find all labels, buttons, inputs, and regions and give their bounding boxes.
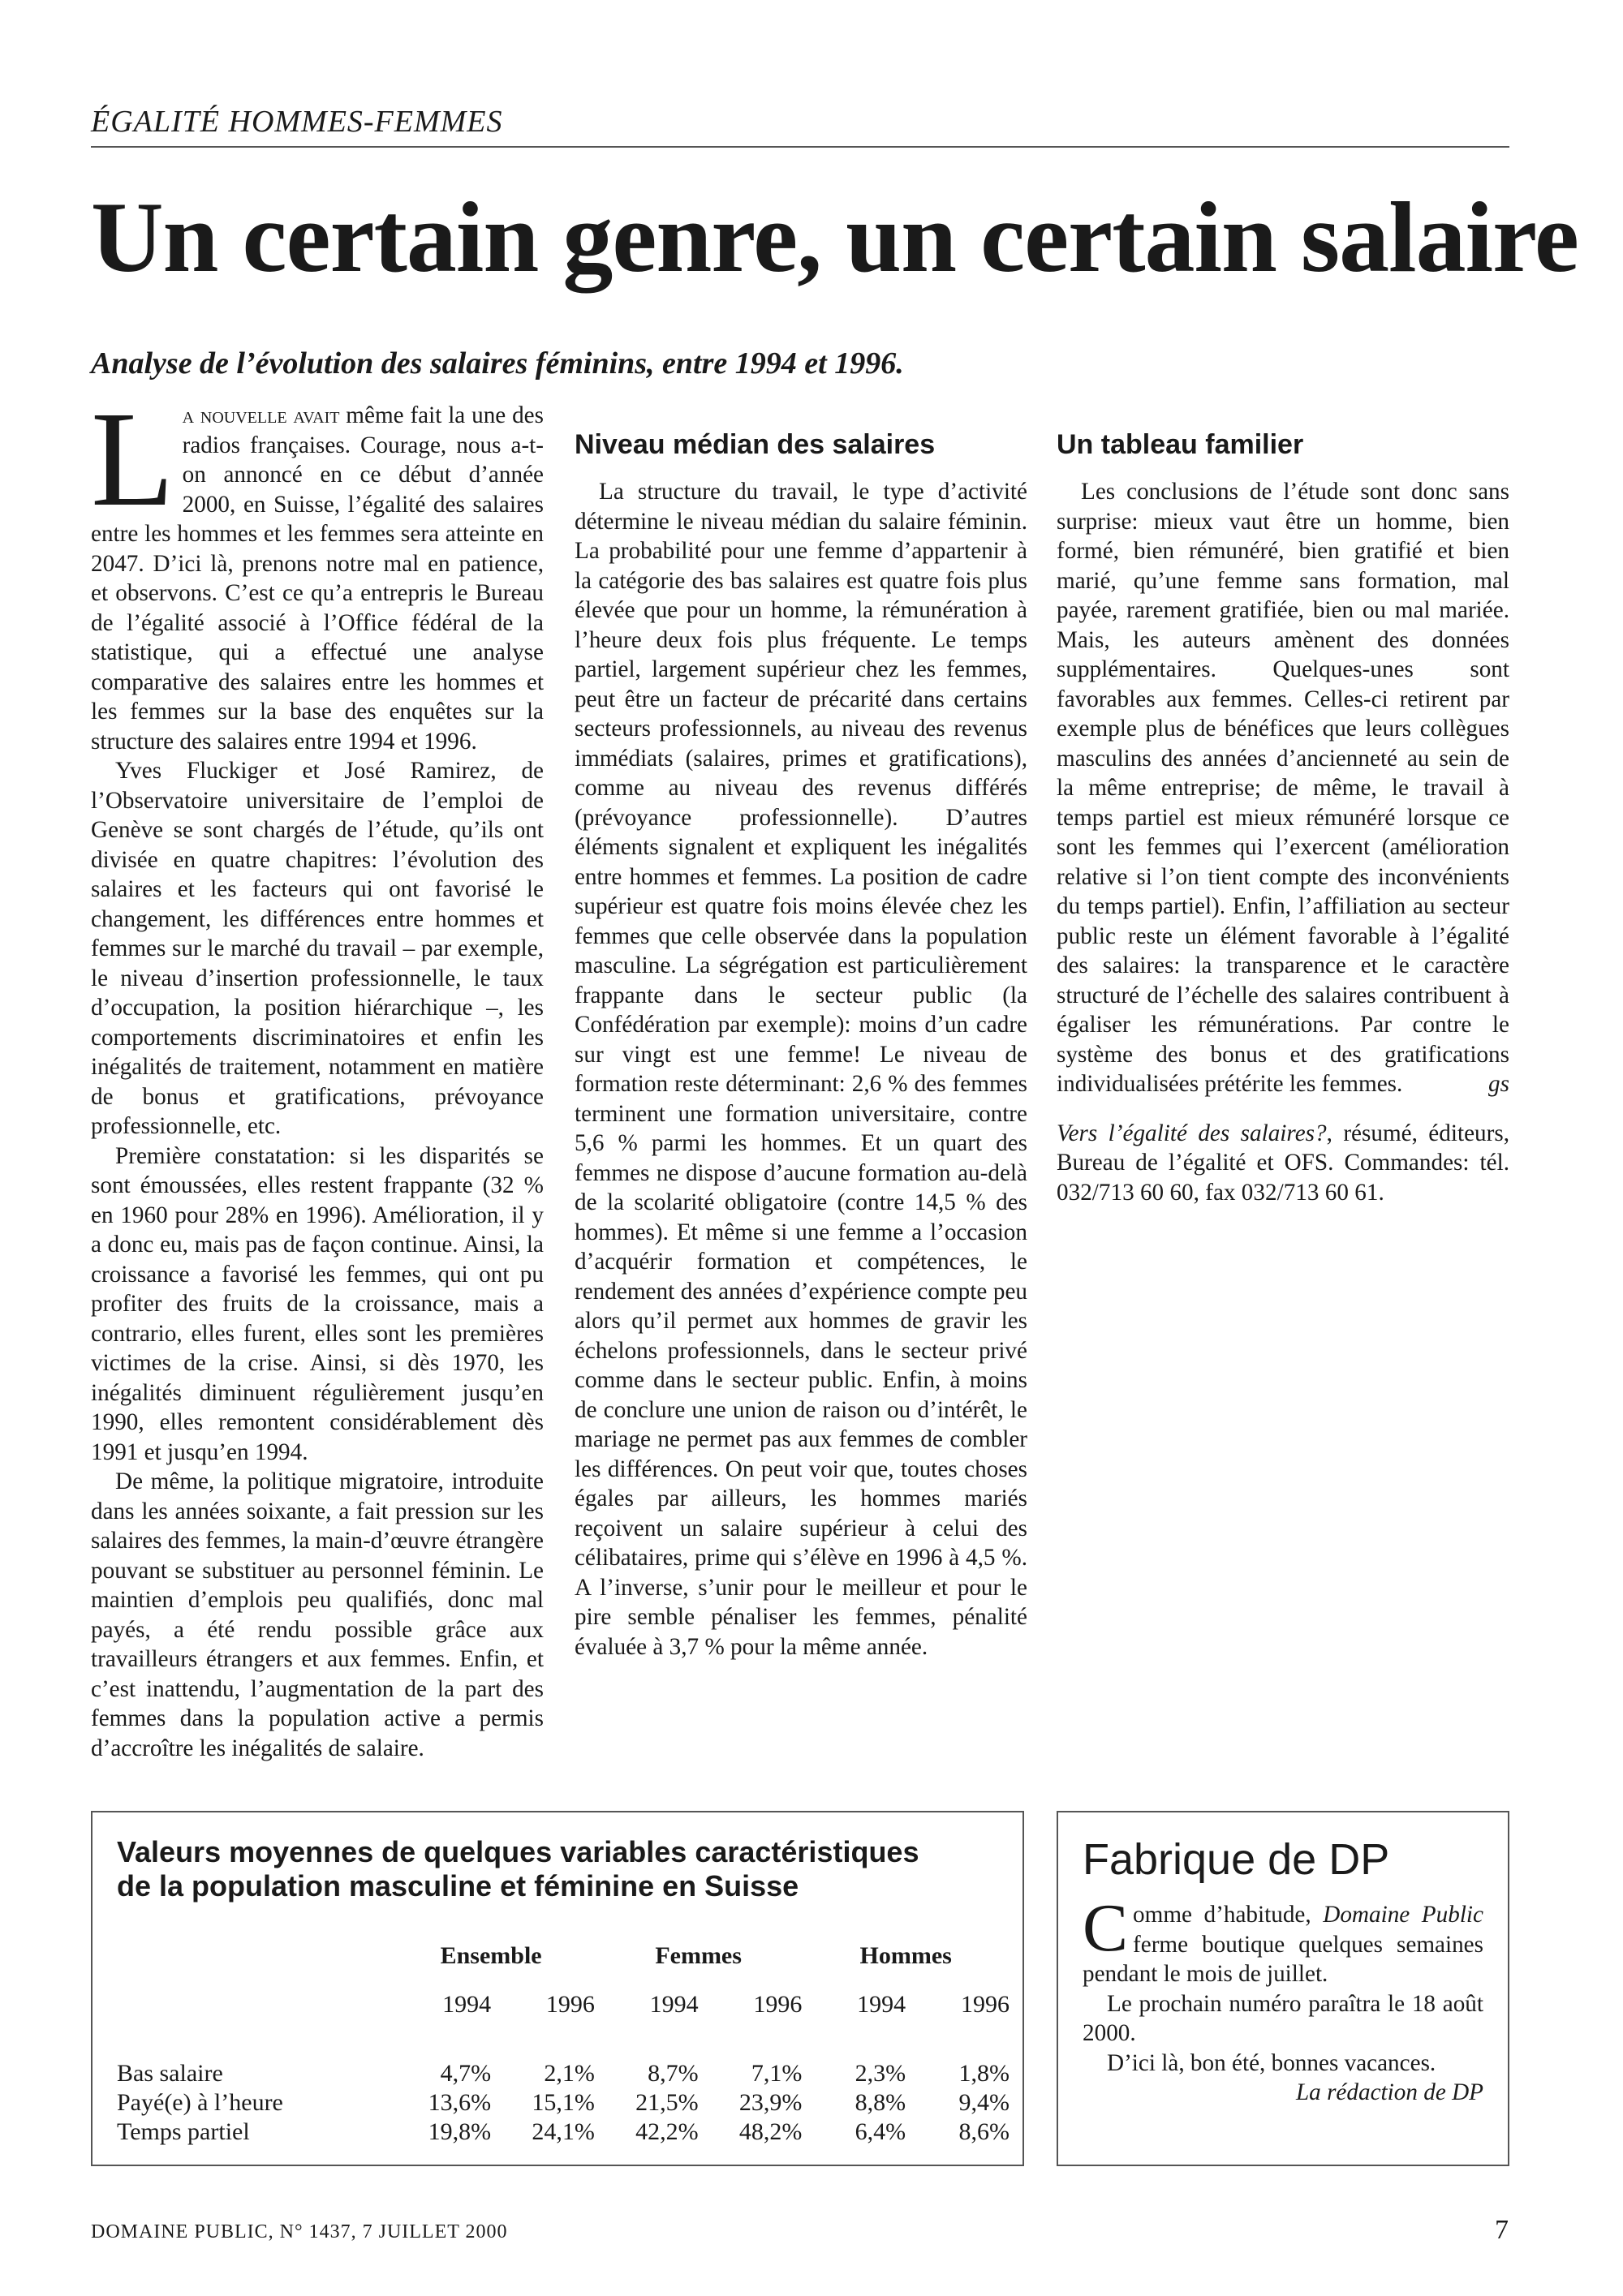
table-cell: 23,9% (738, 2089, 803, 2116)
sidebar-box (1057, 1811, 1509, 2166)
year-header: 1994 (857, 1991, 906, 2018)
paragraph-text: omme d’habitude, (1133, 1902, 1324, 1928)
table-group-header-row (117, 1942, 1010, 1991)
article-paragraph (91, 401, 544, 756)
article-paragraph: Yves Fluckiger et José Ramirez, de l’Observatoire universitaire de l’emploi de Genève se sont chargés de l’étude, qu’ils ont divisée en quatre chapitres: l’évolution des salaires et les facteurs qui ont favorisé le changement, les différences entre hommes et femmes sur le marché du travail – par exemple, le niveau d’insertion professionnelle, le taux d’occupation, la position hiérarchique –, les comportements discriminatoires et enfin les inégalités de traitement, notamment en matière de bonus et gratifications, prévoyance professionnelle, etc. (91, 758, 544, 1139)
table-title (117, 1835, 1010, 1903)
table-row (117, 2118, 1010, 2147)
table-title-line: Valeurs moyennes de quelques variables caractéristiques (117, 1835, 919, 1868)
table-cell: 1,8% (958, 2060, 1010, 2087)
paragraph-text: même fait la une des radios françaises. Courage, nous a-t-on annoncé en ce début d’année 2000, en Suisse, l’égalité des salaires entre les hommes et les femmes sera atteinte en 2047. D’ici là, prenons notre mal en patience, et observons. C’est ce qu’a entrepris le Bureau de l’égalité associé à l’Office fédéral de la statistique, qui a effectué une analyse comparative des salaires entre les hommes et les femmes sur la base des enquêtes sur la structure des salaires entre 1994 et 1996. (91, 402, 544, 755)
article-subtitle: Analyse de l’évolution des salaires féminins, entre 1994 et 1996. (91, 346, 904, 381)
statistics-table (117, 1942, 1010, 2147)
article-column-1 (91, 401, 544, 1780)
year-header: 1996 (753, 1991, 803, 2018)
sidebar-signature: La rédaction de DP (1295, 2079, 1483, 2105)
table-cell: 19,8% (428, 2118, 492, 2145)
sidebar-title: Fabrique de DP (1083, 1835, 1390, 1884)
table-corner (117, 1991, 387, 2059)
table-cell: 8,8% (855, 2089, 906, 2116)
table-row (117, 2059, 1010, 2088)
publication-info: DOMAINE PUBLIC, N° 1437, 7 JUILLET 2000 (91, 2221, 508, 2242)
table-cell: 24,1% (532, 2118, 595, 2145)
statistics-table-box (91, 1811, 1024, 2166)
table-cell: 15,1% (532, 2089, 595, 2116)
table-cell: 21,5% (635, 2089, 699, 2116)
article-paragraph: Première constatation: si les disparités se sont émoussées, elles restent frappante (32 % en 1960 pour 28% en 1996). Amélioration, il y a donc eu, mais pas de façon continue. Ainsi, la croissance a favorisé les femmes, qui ont pu profiter des fruits de la croissance, mais a contrario, elles furent, elles sont les premières victimes de la crise. Ainsi, si dès 1970, les inégalités diminuent régulièrement jusqu’en 1990, elles remontent considérablement dès 1991 et jusqu’en 1994. (91, 1142, 544, 1465)
table-row (117, 2088, 1010, 2118)
table-cell: 13,6% (428, 2089, 492, 2116)
group-header: Hommes (859, 1942, 952, 1969)
page-number: 7 (1495, 2215, 1509, 2245)
lead-smallcaps: a nouvelle avait (182, 402, 340, 428)
row-label: Temps partiel (117, 2118, 250, 2145)
paragraph-text: D’ici là, bon été, bonnes vacances. (1107, 2049, 1436, 2076)
author-signature: gs (1488, 1071, 1509, 1097)
table-cell: 2,1% (544, 2060, 595, 2087)
group-header: Ensemble (440, 1942, 542, 1969)
table-cell: 6,4% (855, 2118, 906, 2145)
table-title-line: de la population masculine et féminine en Suisse (117, 1869, 799, 1903)
reference-note (1057, 1119, 1509, 1208)
year-header: 1996 (545, 1991, 595, 2018)
table-year-row (117, 1991, 1010, 2059)
article-paragraph: De même, la politique migratoire, introduite dans les années soixante, a fait pression sur les salaires des femmes, la main-d’œuvre étrangère pouvant se substituer au personnel féminin. Le maintien d’emplois peu qualifiés, donc mal payés, a été rendu possible grâce aux travailleurs étrangers et aux femmes. Enfin, et c’est inattendu, l’augmentation de la part des femmes dans la population active a permis d’accroître les inégalités de salaire. (91, 1468, 544, 1761)
table-cell: 48,2% (738, 2118, 803, 2145)
group-header: Femmes (655, 1942, 742, 1969)
table-cell: 8,7% (648, 2060, 699, 2087)
table-corner (117, 1942, 387, 1991)
sidebar-paragraph: Le prochain numéro paraîtra le 18 août 2000. (1083, 1990, 1483, 2046)
sidebar-paragraph (1083, 2049, 1483, 2105)
page-footer (91, 2215, 1509, 2245)
section-heading: Un tableau familier (1057, 429, 1304, 460)
publication-name: Domaine Public (1323, 1902, 1483, 1928)
table-cell: 7,1% (751, 2060, 803, 2087)
drop-cap: L (91, 401, 174, 535)
article-paragraph: La structure du travail, le type d’activité détermine le niveau médian du salaire féminin. La probabilité pour une femme d’appartenir à la catégorie des bas salaires est quatre fois plus élevée que pour un homme, la rémunération à l’heure deux fois plus fréquente. Le temps partiel, largement supérieur chez les femmes, peut être un facteur de précarité dans certains secteurs professionnels, au niveau des revenus immédiats (salaires, primes et gratifications), comme au niveau des revenus différés (prévoyance professionnelle). D’autres éléments signalent et expliquent les inégalités entre hommes et femmes. La position de cadre supérieur est quatre fois moins élevée chez les femmes que celle observée dans la population masculine. La ségrégation est particulièrement frappante dans le secteur public (la Confédération par exemple): moins d’un cadre sur vingt est une femme! Le niveau de formation reste déterminant: 2,6 % des femmes terminent une formation universitaire, contre 5,6 % parmi les hommes. Et un quart des femmes ne dispose d’aucune formation au-delà de la scolarité obligatoire (contre 14,5 % des hommes). Et même si une femme a l’occasion d’acquérir formation et compétences, le rendement des années d’expérience compte peu alors qu’il permet aux hommes de gravir les échelons professionnels, dans le secteur privé comme dans le secteur public. Enfin, à moins de conclure une union de raison ou d’intérêt, le mariage ne permet pas aux femmes de combler les différences. On peut voir que, toutes choses égales par ailleurs, les hommes mariés reçoivent un salaire supérieur à celui des célibataires, prime qui s’élève en 1996 à 4,5 %. A l’inverse, s’unir pour le meilleur et pour le pire semble pénaliser les femmes, pénalité évaluée à 3,7 % pour la même année. (575, 479, 1027, 1660)
article-paragraph (1057, 477, 1509, 1099)
article-title: Un certain genre, un certain salaire (91, 182, 1578, 293)
reference-text: , résumé, éditeurs, Bureau de l’égalité et OFS. Commandes: tél. 032/713 60 60, fax 032/713 60 61. (1057, 1120, 1509, 1206)
table-cell: 8,6% (958, 2118, 1010, 2145)
paragraph-text: Les conclusions de l’étude sont donc sans surprise: mieux vaut être un homme, bien formé, bien rémunéré, bien gratifié et bien marié, qu’une femme sans formation, mal payée, rarement gratifiée, bien ou mal mariée. Mais, les auteurs amènent des données supplémentaires. Quelques-unes sont favorables aux femmes. Celles-ci retirent par exemple plus de bénéfices que leurs collègues masculins des années d’ancienneté au sein de la même entreprise; de même, le travail à temps partiel est mieux rémunéré lorsque ce sont les femmes qui l’exercent (amélioration relative si l’on tient compte des inconvénients du temps partiel). Enfin, l’affiliation au secteur public reste un élément favorable à l’égalité des salaires: la transparence et le caractère structuré de l’échelle des salaires contribuent à égaliser les rémunérations. Par contre le système des bonus et des gratifications individualisées prétérite les femmes. (1057, 479, 1509, 1097)
table-cell: 42,2% (635, 2118, 699, 2145)
table-cell: 4,7% (440, 2060, 492, 2087)
year-header: 1994 (442, 1991, 492, 2018)
row-label: Bas salaire (117, 2060, 223, 2087)
article-column-2 (575, 401, 1027, 1780)
year-header: 1994 (649, 1991, 699, 2018)
table-cell: 9,4% (958, 2089, 1010, 2116)
drop-cap: C (1083, 1890, 1129, 1966)
sidebar-paragraph (1083, 1890, 1483, 1989)
year-header: 1996 (961, 1991, 1010, 2018)
row-label: Payé(e) à l’heure (117, 2089, 283, 2116)
paragraph-text: ferme boutique quelques semaines pendant le mois de juillet. (1083, 1931, 1483, 1987)
reference-title: Vers l’égalité des salaires? (1057, 1120, 1327, 1146)
article-column-3 (1057, 401, 1509, 1780)
section-rubric: ÉGALITÉ HOMMES-FEMMES (91, 104, 1509, 148)
table-cell: 2,3% (855, 2060, 906, 2087)
section-heading: Niveau médian des salaires (575, 429, 936, 460)
